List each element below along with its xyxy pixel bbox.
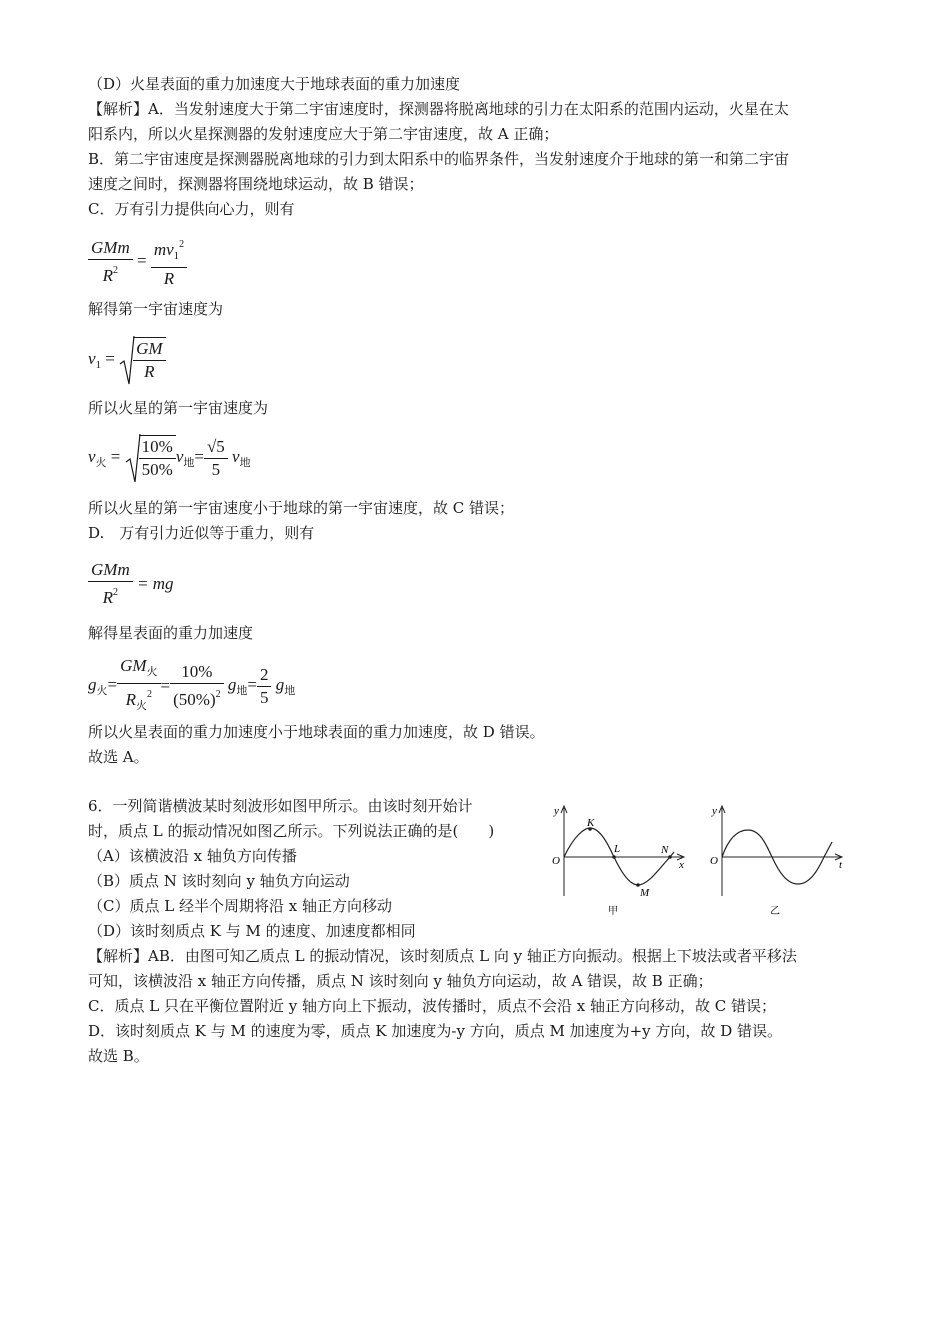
option-d: （D）该时刻质点 K 与 M 的速度、加速度都相同 <box>88 922 416 940</box>
analysis-line: 解得第一宇宙速度为 <box>88 300 224 318</box>
answer-line: 故选 B。 <box>88 1047 149 1065</box>
analysis-line: 所以火星表面的重力加速度小于地球表面的重力加速度，故 D 错误。 <box>88 723 545 741</box>
analysis-line: 可知，该横波沿 x 轴正方向传播，质点 N 该时刻向 y 轴负方向运动，故 A 错误，故 B 正确； <box>88 972 713 990</box>
option-d-text: （D）火星表面的重力加速度大于地球表面的重力加速度 <box>88 75 461 93</box>
analysis-line: D. 万有引力近似等于重力，则有 <box>88 524 315 542</box>
analysis-line: 解得星表面的重力加速度 <box>88 624 254 642</box>
label-k: K <box>587 817 595 829</box>
wave-figure-jia <box>548 800 698 920</box>
t-label: t <box>839 859 843 871</box>
analysis-line: B．第二宇宙速度是探测器脱离地球的引力到太阳系中的临界条件，当发射速度介于地球的第一和第二宇宙 <box>88 150 790 168</box>
analysis-line: 所以火星的第一宇宙速度小于地球的第一宇宙速度，故 C 错误； <box>88 499 515 517</box>
formula-mars-gravity: $g_火=$ $\frac{GM_火}{R_火^2}$ = $\frac{10\%}{(50\%)^2}$ $g_地=$ $\frac{2}{5}$ $g_地$ <box>88 656 296 712</box>
caption-yi: 乙 <box>770 906 780 917</box>
analysis-line: C．质点 L 只在平衡位置附近 y 轴方向上下振动，波传播时，质点不会沿 x 轴正方向移动，故 C 错误； <box>88 997 776 1015</box>
formula-centripetal: $\frac{\text{GMm}}{R^2}$ = $\frac{mv_1^2}{R}$ <box>88 234 187 290</box>
formula-first-cosmic-velocity: $v_1$ = $\frac{GM}{R}$ <box>88 334 166 386</box>
analysis-line: C．万有引力提供向心力，则有 <box>88 200 295 218</box>
label-l: L <box>614 843 621 855</box>
analysis-line: 【解析】AB．由图可知乙质点 L 的振动情况，该时刻质点 L 向 y 轴正方向振动。根据上下坡法或者平移法 <box>88 947 797 965</box>
x-label: x <box>679 859 684 871</box>
question-stem: 时，质点 L 的振动情况如图乙所示。下列说法正确的是( ) <box>88 822 495 840</box>
answer-line: 故选 A。 <box>88 748 149 766</box>
analysis-line: 所以火星的第一宇宙速度为 <box>88 399 269 417</box>
caption-jia: 甲 <box>608 906 618 917</box>
point-l <box>612 855 616 859</box>
analysis-line: 阳系内，所以火星探测器的发射速度应大于第二宇宙速度，故 A 正确； <box>88 125 559 143</box>
question-stem: 6．一列简谐横波某时刻波形如图甲所示。由该时刻开始计 <box>88 797 473 815</box>
analysis-line: D．该时刻质点 K 与 M 的速度为零，质点 K 加速度为-y 方向，质点 M 加速度为+y 方向，故 D 错误。 <box>88 1022 782 1040</box>
option-a: （A）该横波沿 x 轴负方向传播 <box>88 847 297 865</box>
origin-label: O <box>710 855 718 867</box>
y-label: y <box>554 805 559 817</box>
analysis-line: 速度之间时，探测器将围绕地球运动，故 B 错误； <box>88 175 424 193</box>
y-label: y <box>712 805 717 817</box>
option-b: （B）质点 N 该时刻向 y 轴负方向运动 <box>88 872 350 890</box>
analysis-line: 【解析】A．当发射速度大于第二宇宙速度时，探测器将脱离地球的引力在太阳系的范围内运动，火星在太 <box>88 100 789 118</box>
label-m: M <box>640 887 650 899</box>
point-n <box>668 855 672 859</box>
vibration-figure-yi <box>706 800 856 920</box>
formula-gravity: $\frac{\text{GMm}}{R^2}$ = mg <box>88 559 173 609</box>
formula-mars-velocity: $v_火$ = $\frac{10\%}{50\%}$ $v_地=$ $\frac{√5}{5}$ $v_地$ <box>88 432 251 484</box>
origin-label: O <box>552 855 560 867</box>
option-c: （C）质点 L 经半个周期将沿 x 轴正方向移动 <box>88 897 392 915</box>
label-n: N <box>661 844 669 856</box>
